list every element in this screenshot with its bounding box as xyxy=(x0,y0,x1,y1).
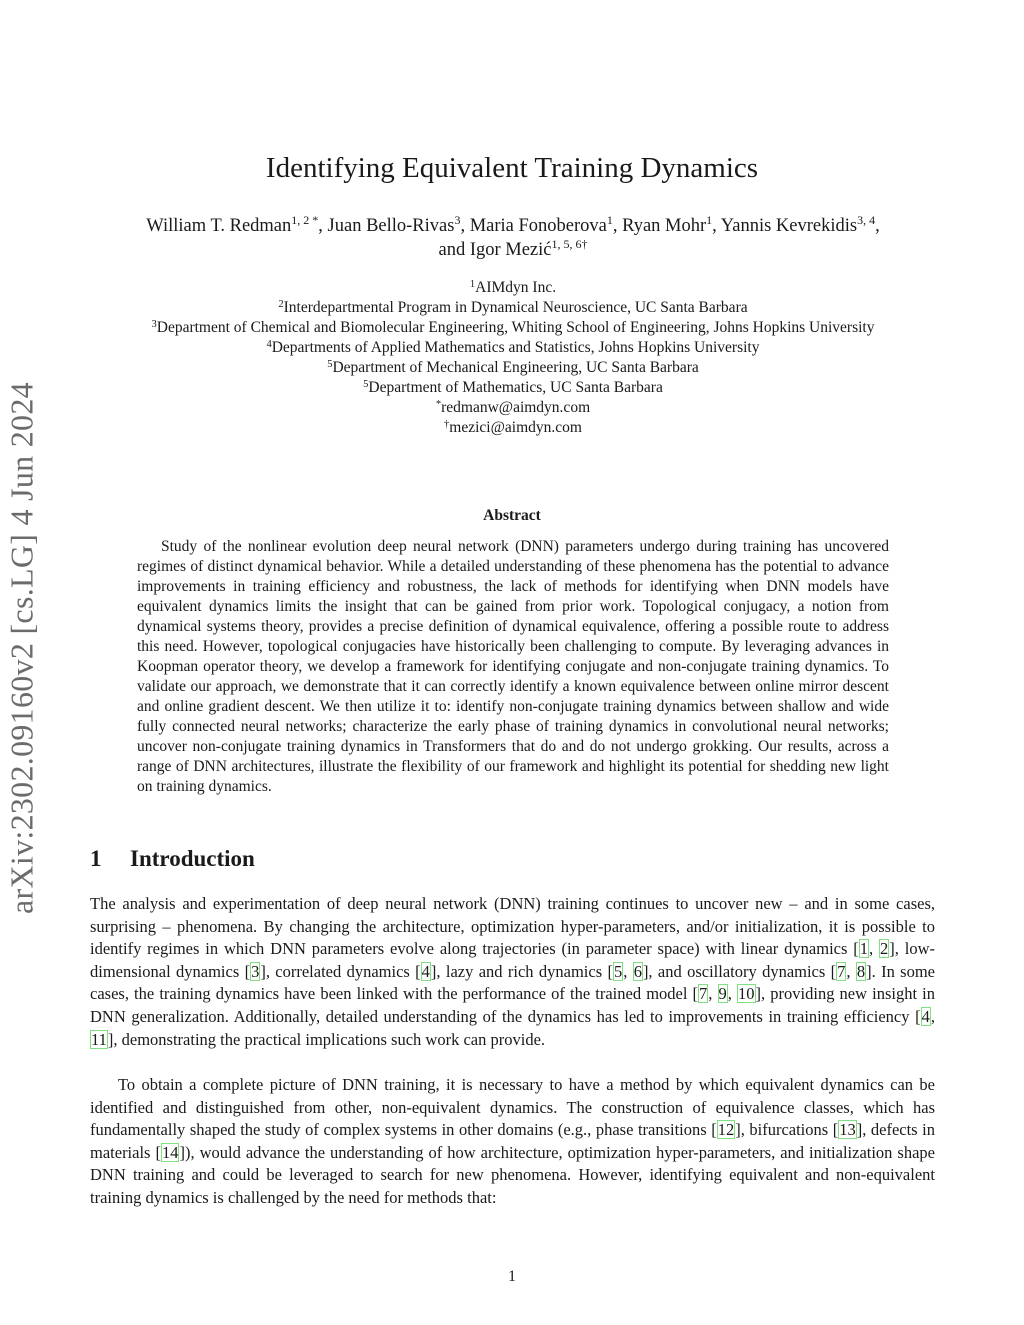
citation-link[interactable]: 9 xyxy=(718,984,727,1004)
paper-title: Identifying Equivalent Training Dynamics xyxy=(265,152,759,184)
citation-link[interactable]: 13 xyxy=(839,1120,856,1140)
citation-link[interactable]: 6 xyxy=(633,961,642,981)
arxiv-identifier-text: arXiv:2302.09160v2 [cs.LG] 4 Jun 2024 xyxy=(3,382,40,914)
affiliation: $^5$Department of Mathematics, UC Santa Barbara xyxy=(363,379,663,396)
email: *redmanw@aimdyn.com xyxy=(435,399,591,416)
citation-link[interactable]: 3 xyxy=(251,961,260,981)
citation-link[interactable]: 8 xyxy=(856,961,866,981)
affiliation: $^2$Interdepartmental Program in Dynamical Neuroscience, UC Santa Barbara xyxy=(278,299,748,316)
author-list: William T. Redman$^{1, 2 *}$, Juan Bello-Rivas$^3$, Maria Fonoberova$^1$, Ryan Mohr$^1$, Yannis Kevrekidis$^{3, 4}$, and Igor Mezić$^{1, 5, 6\dagger}$ xyxy=(146,213,880,260)
citation-link[interactable]: 4 xyxy=(421,961,430,981)
section-number: 1 xyxy=(90,846,102,871)
page-number: 1 xyxy=(508,1268,516,1285)
citation-link[interactable]: 5 xyxy=(613,961,623,981)
citation-link[interactable]: 2 xyxy=(880,939,889,959)
affiliation: $^1$AIMdyn Inc. xyxy=(469,279,557,296)
section-heading xyxy=(90,846,255,872)
author: William T. Redman$^{1, 2 *}$ xyxy=(146,213,319,236)
citation-link[interactable]: 7 xyxy=(699,984,708,1004)
author: Ryan Mohr$^1$ xyxy=(622,213,713,236)
affiliation: $^4$Departments of Applied Mathematics and Statistics, Johns Hopkins University xyxy=(266,339,760,356)
citation-link[interactable]: 4 xyxy=(921,1006,930,1026)
author: and Igor Mezić$^{1, 5, 6\dagger}$ xyxy=(438,237,588,260)
author: Juan Bello-Rivas$^3$ xyxy=(327,213,461,236)
citation-link[interactable]: 14 xyxy=(161,1142,179,1162)
paragraph: The analysis and experimentation of deep neural network (DNN) training continues to uncover new – and in some cases, surprising – phenomena. By changing the architecture, optimization hyper-parameters, and/or initialization, it is possible to identify regimes in which DNN parameters evolve along trajectories (in parameter space) with linear dynamics [1, 2], low-dimensional dynamics [3], correlated dynamics [4], lazy and rich dynamics [5, 6], and oscillatory dynamics [7, 8]. In some cases, the training dynamics have been linked with the performance of the trained model [7, 9, 10], providing new insight in DNN generalization. Additionally, detailed understanding of the dynamics has led to improvements in training efficiency [4, 11], demonstrating the practical implications such work can provide. xyxy=(90,894,936,1049)
affiliation: $^3$Department of Chemical and Biomolecular Engineering, Whiting School of Engineering, Johns Hopkins University xyxy=(151,319,875,336)
citation-link[interactable]: 11 xyxy=(91,1029,107,1049)
citation-link[interactable]: 12 xyxy=(717,1120,735,1140)
author: Yannis Kevrekidis$^{3, 4}$ xyxy=(720,213,876,236)
abstract-heading: Abstract xyxy=(483,507,541,524)
citation-link[interactable]: 7 xyxy=(837,961,846,981)
citation-link[interactable]: 10 xyxy=(738,984,755,1004)
affiliation-list xyxy=(80,278,946,438)
paragraph: To obtain a complete picture of DNN training, it is necessary to have a method by which equivalent dynamics can be identified and distinguished from other, non-equivalent dynamics. The construction of equivalence classes, which has fundamentally shaped the study of complex systems in other domains (e.g., phase transitions [12], bifurcations [13], defects in materials [14]), would advance the understanding of how architecture, optimization hyper-parameters, and initialization shape DNN training and could be leveraged to search for new phenomena. However, identifying equivalent and non-equivalent training dynamics is challenged by the need for methods that: xyxy=(90,1075,935,1207)
email: †mezici@aimdyn.com xyxy=(444,419,582,436)
citation-link[interactable]: 1 xyxy=(859,939,869,959)
author: Maria Fonoberova$^1$ xyxy=(469,213,613,236)
affiliation: $^5$Department of Mechanical Engineering, UC Santa Barbara xyxy=(327,359,699,376)
abstract-text: Study of the nonlinear evolution deep neural network (DNN) parameters undergo during training has uncovered regimes of distinct dynamical behavior. While a detailed understanding of these phenomena has the potential to advance improvements in training efficiency and robustness, the lack of methods for identifying when DNN models have equivalent dynamics limits the insight that can be gained from prior work. Topological conjugacy, a notion from dynamical systems theory, provides a precise definition of dynamical equivalence, offering a possible route to address this need. However, topological conjugacies have historically been challenging to compute. By leveraging advances in Koopman operator theory, we develop a framework for identifying conjugate and non-conjugate training dynamics. To validate our approach, we demonstrate that it can correctly identify a known equivalence between online mirror descent and online gradient descent. We then utilize it to: identify non-conjugate training dynamics between shallow and wide fully connected neural networks; characterize the early phase of training dynamics in convolutional neural networks; uncover non-conjugate training dynamics in Transformers that do and do not undergo grokking. Our results, across a range of DNN architectures, illustrate the flexibility of our framework and highlight its potential for shedding new light on training dynamics. xyxy=(137,538,889,795)
section-title: Introduction xyxy=(130,846,255,871)
